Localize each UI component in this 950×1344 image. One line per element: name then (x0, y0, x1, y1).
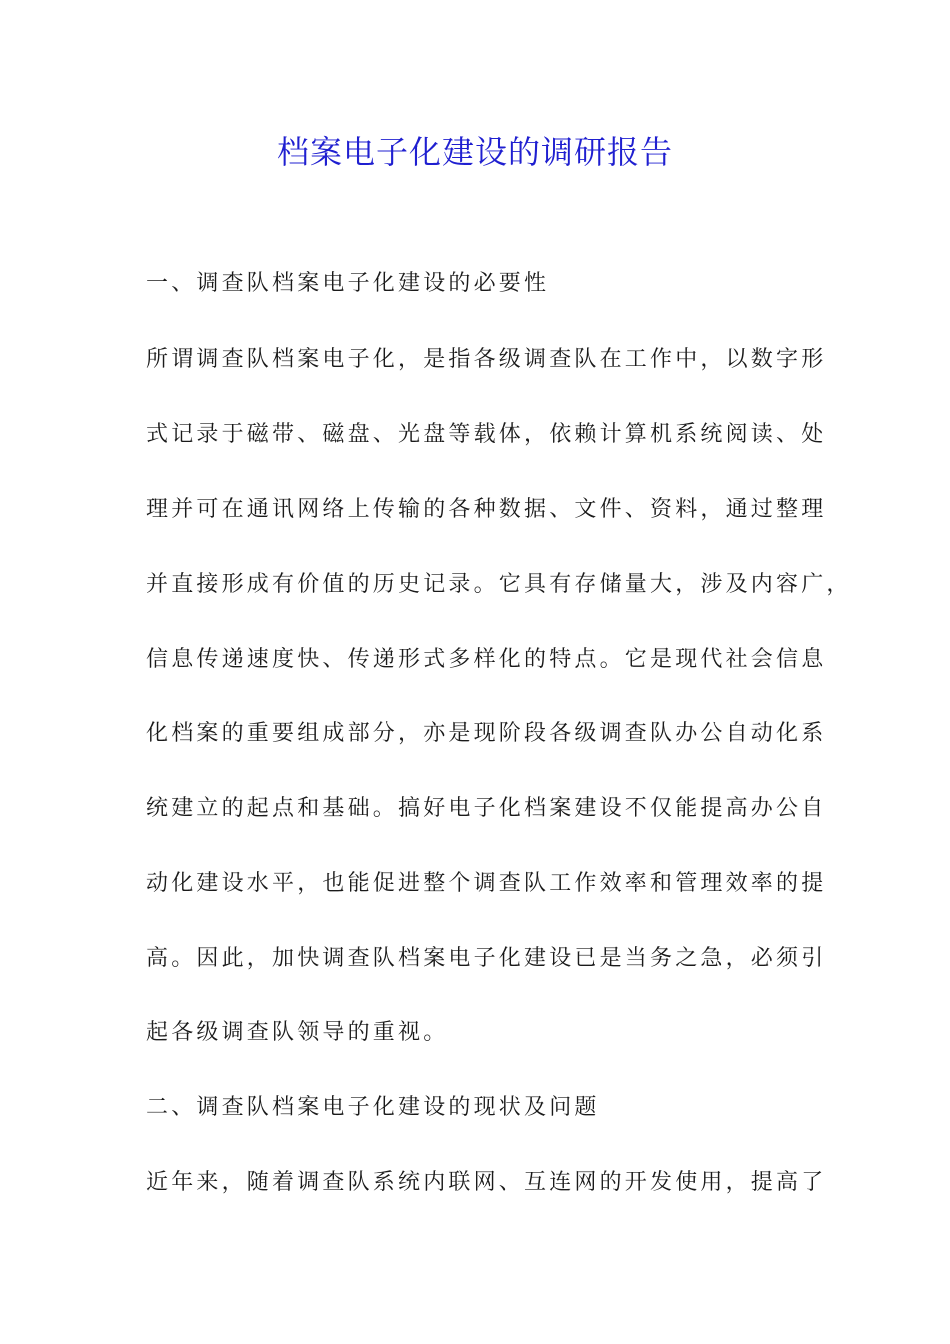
paragraph-line: 理并可在通讯网络上传输的各种数据、文件、资料，通过整理 (146, 497, 827, 522)
paragraph-line: 并直接形成有价值的历史记录。它具有存储量大，涉及内容广， (146, 572, 852, 597)
document-title: 档案电子化建设的调研报告 (276, 133, 673, 171)
section-heading-2: 二、调查队档案电子化建设的现状及问题 (146, 1095, 600, 1120)
section-heading-1: 一、调查队档案电子化建设的必要性 (146, 271, 550, 296)
paragraph-line: 所谓调查队档案电子化，是指各级调查队在工作中，以数字形 (146, 347, 827, 372)
paragraph-line: 近年来，随着调查队系统内联网、互连网的开发使用，提高了 (146, 1170, 827, 1195)
paragraph-line: 式记录于磁带、磁盘、光盘等载体，依赖计算机系统阅读、处 (146, 422, 827, 447)
paragraph-line: 动化建设水平，也能促进整个调查队工作效率和管理效率的提 (146, 871, 827, 896)
paragraph-line: 高。因此，加快调查队档案电子化建设已是当务之急，必须引 (146, 946, 827, 971)
paragraph-line: 统建立的起点和基础。搞好电子化档案建设不仅能提高办公自 (146, 796, 827, 821)
paragraph-line: 化档案的重要组成部分，亦是现阶段各级调查队办公自动化系 (146, 721, 827, 746)
paragraph-line: 起各级调查队领导的重视。 (146, 1020, 449, 1045)
paragraph-line: 信息传递速度快、传递形式多样化的特点。它是现代社会信息 (146, 647, 827, 672)
